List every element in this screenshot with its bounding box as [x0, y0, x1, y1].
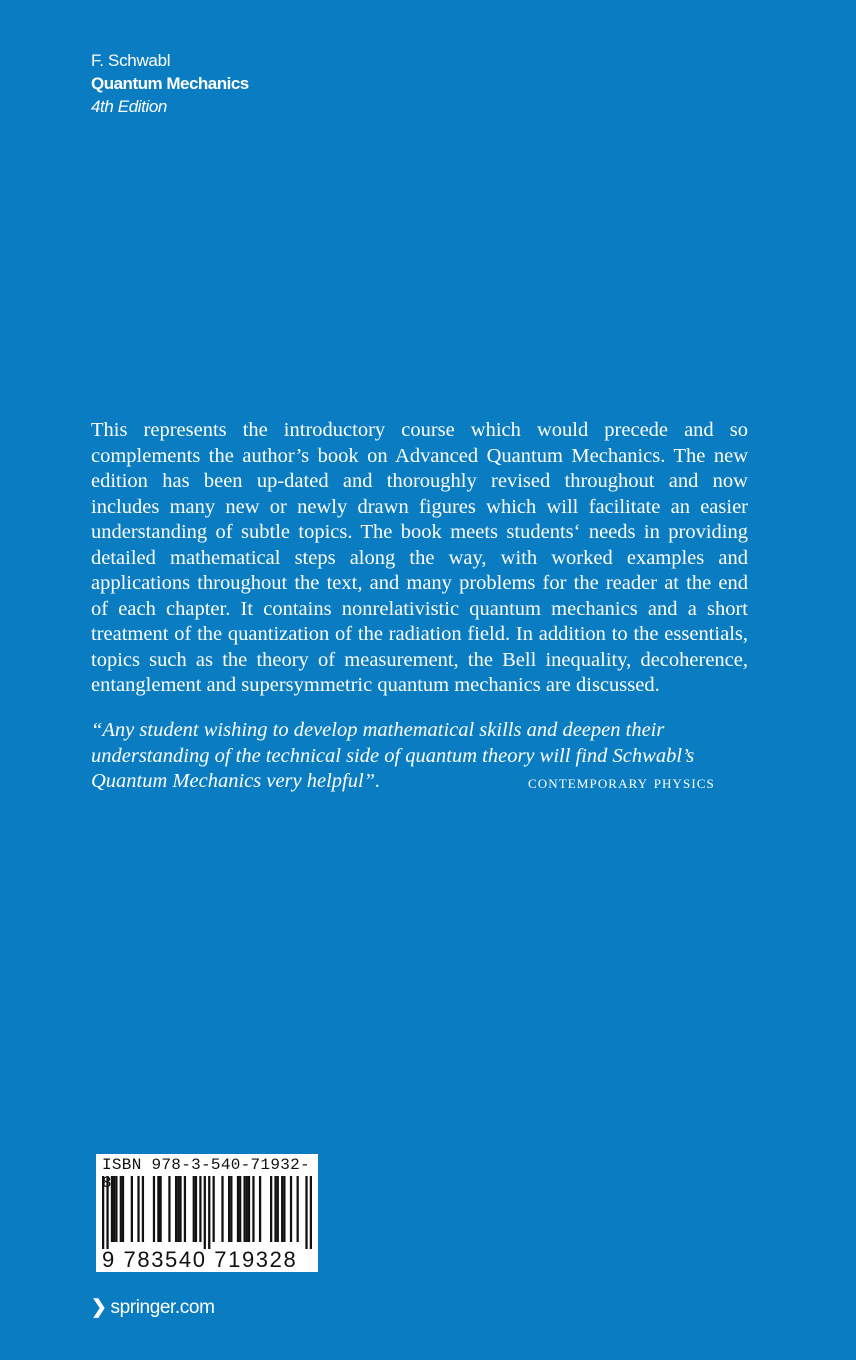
- blurb-line: entanglement and supersymmetric quantum mechanics are discussed.: [91, 674, 660, 696]
- barcode-bar: [246, 1176, 248, 1242]
- barcode-bar: [310, 1176, 312, 1249]
- blurb-line: understanding of subtle topics. The book meets students‘ needs in providing: [91, 521, 748, 543]
- barcode-bar: [204, 1176, 206, 1249]
- barcode-bar: [283, 1176, 285, 1242]
- barcode-bar: [159, 1176, 161, 1242]
- barcode-bar: [248, 1176, 250, 1242]
- blurb-line: detailed mathematical steps along the way, with worked examples and: [91, 546, 748, 569]
- blurb-line: of each chapter. It contains nonrelativistic quantum mechanics and a short: [91, 597, 748, 620]
- blurb-line: edition has been up-dated and thoroughly revised throughout and now: [91, 470, 748, 492]
- isbn-label: ISBN 978-3-540-71932-: [102, 1156, 310, 1174]
- barcode-bar: [193, 1176, 195, 1242]
- barcode-bar: [179, 1176, 181, 1242]
- barcode-bar: [290, 1176, 292, 1242]
- barcode-bar: [115, 1176, 117, 1242]
- cover-header: [91, 50, 249, 118]
- quote-line: understanding of the technical side of quantum theory will find Schwabl’s: [91, 744, 695, 767]
- barcode-bar: [157, 1176, 159, 1242]
- barcode-bar: [228, 1176, 230, 1242]
- barcode-number: 9 783540 719328: [102, 1247, 298, 1272]
- barcode-bar: [142, 1176, 144, 1242]
- barcode-bar: [243, 1176, 245, 1242]
- barcode-bar: [195, 1176, 197, 1242]
- barcode-bar: [259, 1176, 261, 1242]
- barcode-bar: [184, 1176, 186, 1242]
- barcode-bar: [102, 1176, 104, 1249]
- barcode-bar: [277, 1176, 279, 1242]
- barcode-bar: [120, 1176, 122, 1242]
- quote-line: Quantum Mechanics very helpful”.: [91, 770, 381, 792]
- barcode-bar: [270, 1176, 272, 1242]
- barcode-bar: [168, 1176, 170, 1242]
- barcode-bars: [102, 1176, 312, 1249]
- blurb-line: complements the author’s book on Advanced Quantum Mechanics. The new: [91, 444, 748, 467]
- chevron-right-icon: ❯: [91, 1297, 107, 1318]
- barcode-bar: [239, 1176, 241, 1242]
- barcode-bar: [131, 1176, 133, 1242]
- edition-label: 4th Edition: [91, 97, 167, 116]
- book-title: Quantum Mechanics: [91, 74, 249, 93]
- website-label: springer.com: [110, 1297, 215, 1318]
- barcode-bar: [230, 1176, 232, 1242]
- isbn-barcode: [96, 1154, 318, 1272]
- barcode-bar: [122, 1176, 124, 1242]
- barcode-bar: [281, 1176, 283, 1242]
- author-name: F. Schwabl: [91, 51, 171, 70]
- barcode-bar: [111, 1176, 113, 1242]
- barcode-bar: [252, 1176, 254, 1242]
- barcode-bar: [113, 1176, 115, 1242]
- blurb-line: applications throughout the text, and many problems for the reader at the end: [91, 572, 748, 594]
- quote-source: contemporary physics: [528, 772, 715, 792]
- barcode-bar: [208, 1176, 210, 1249]
- barcode-bar: [297, 1176, 299, 1242]
- publisher-website[interactable]: [91, 1296, 215, 1319]
- barcode-bar: [237, 1176, 239, 1242]
- barcode-bar: [177, 1176, 179, 1242]
- blurb-line: This represents the introductory course which would precede and so: [91, 419, 748, 441]
- barcode-bar: [175, 1176, 177, 1242]
- barcode-bar: [274, 1176, 276, 1242]
- barcode-bar: [153, 1176, 155, 1242]
- barcode-bar: [199, 1176, 201, 1242]
- blurb-line: topics such as the theory of measurement, the Bell inequality, decoherence,: [91, 648, 748, 671]
- barcode-bar: [137, 1176, 139, 1242]
- barcode-bar: [213, 1176, 215, 1242]
- barcode-bar: [106, 1176, 108, 1249]
- barcode-bar: [305, 1176, 307, 1249]
- quote-line: “Any student wishing to develop mathematical skills and deepen their: [91, 719, 665, 741]
- blurb-line: treatment of the quantization of the radiation field. In addition to the essentials,: [91, 623, 748, 645]
- book-description: [91, 418, 748, 699]
- barcode-bar: [221, 1176, 223, 1242]
- blurb-line: includes many new or newly drawn figures which will facilitate an easier: [91, 495, 748, 518]
